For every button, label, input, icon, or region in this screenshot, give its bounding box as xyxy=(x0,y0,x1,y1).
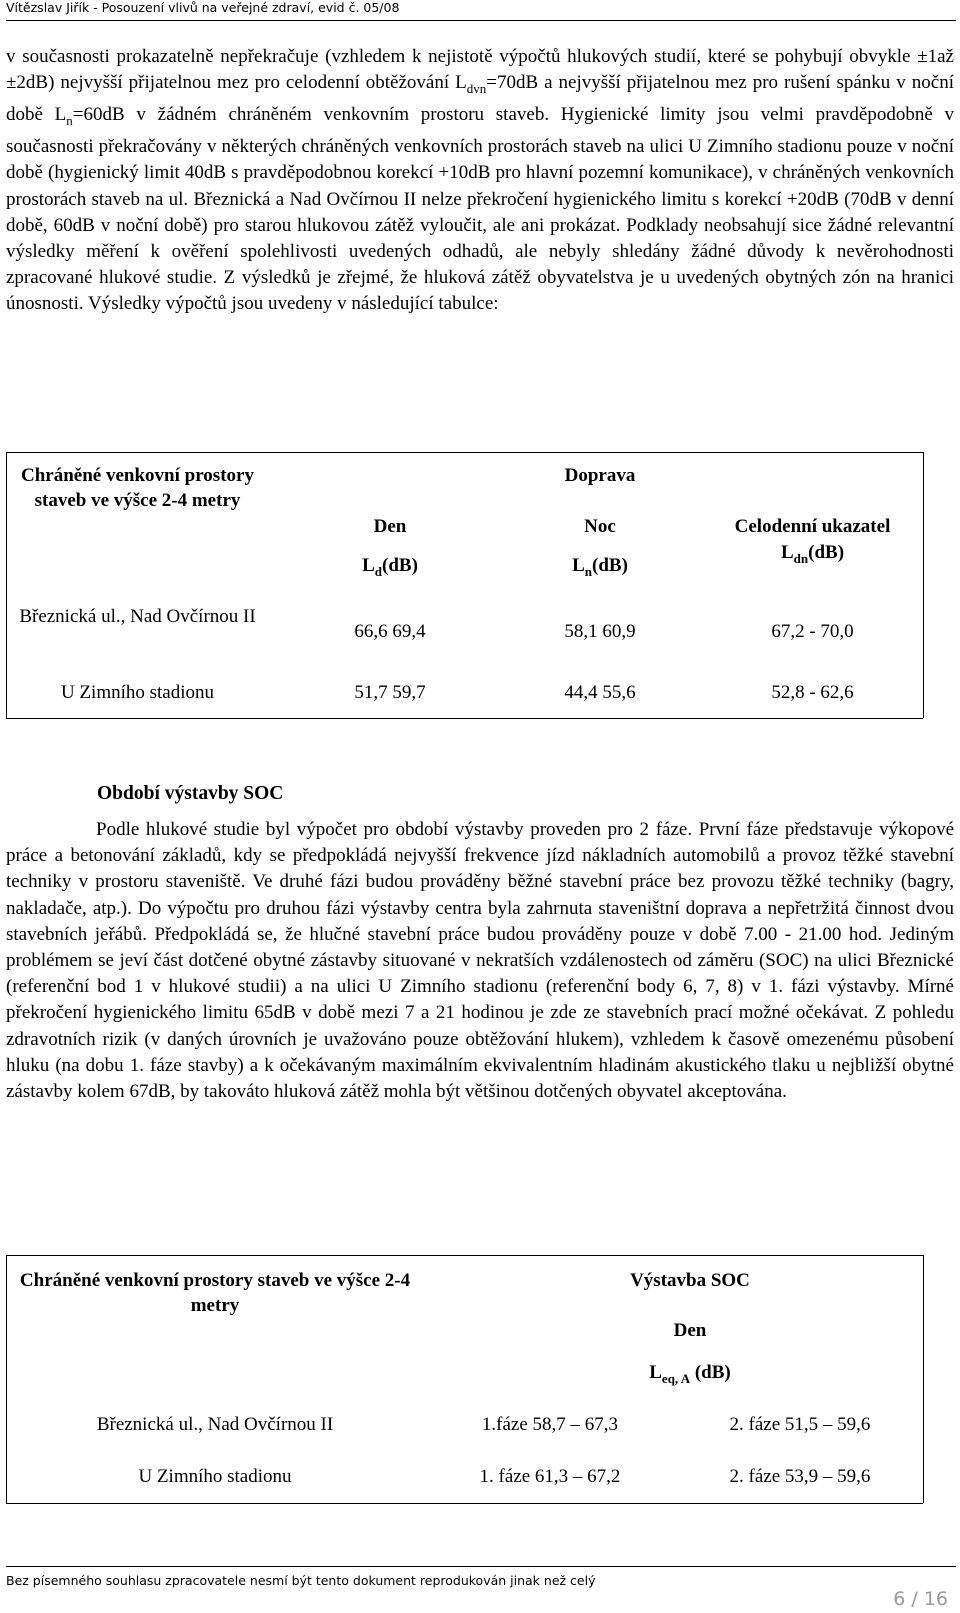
paragraph-noise-assessment: v současnosti prokazatelně nepřekračuje (vzhledem k nejistotě výpočtů hlukových studií, které se pohybují obvykle ±1až ±2dB) nejvyšší přijatelnou mez pro celodenní obtěžování $L_{dvn}=70dB$ a nejvyšší přijatelnou mez pro rušení spánku v noční době $L_n=60dB$ v žádném chráněném venkovním prostoru staveb. Hygienické limity jsou velmi pravděpodobně v současnosti překračovány v některých chráněných venkovních prostorách staveb na ulici U Zimního stadionu pouze v noční době (hygienický limit 40dB s pravděpodobnou korekcí +10dB pro hlavní pozemní komunikace), v chráněných venkovních prostorách staveb na ul. Březnická a Nad Ovčírnou II nelze překročení hygienického limitu s korekcí +20dB (70dB v denní době, 60dB v noční době) pro starou hlukovou zátěž vyloučit, ale ani prokázat. Podklady neobsahují sice žádné relevantní výsledky měření k ověření spolehlivosti uvedených odhadů, ale nebyly shledány žádné důvody k nevěrohodnosti zpracované hlukové studie. Z výsledků je zřejmé, že hluková zátěž obyvatelstva je u uvedených obytných zón na hranici únosnosti. Výsledky výpočtů jsou uvedeny v následující tabulce: xyxy=(6,46,955,315)
table1-row1-name: Březnická ul., Nad Ovčírnou II xyxy=(19,606,256,627)
footer-divider xyxy=(6,1566,956,1567)
table2-col0-header: Chráněné venkovní prostory staveb ve výšce 2-4 metry xyxy=(19,1270,411,1316)
table1-den-unit: $L_d(dB)$ xyxy=(362,555,418,579)
section-heading: Období výstavby SOC xyxy=(97,783,284,804)
table1-den-header: Den xyxy=(373,516,407,537)
paragraph-construction: Podle hlukové studie byl výpočet pro období výstavby proveden pro 2 fáze. První fáze představuje výkopové práce a betonování základů, kdy se předpokládá nejvyšší frekvence jízd nákladních automobilů a provoz těžké stavební techniky v prostoru staveniště. Ve druhé fázi budou prováděny běžné stavební práce bez provozu těžké techniky (bagry, nakladače, atp.). Do výpočtu pro druhou fázi výstavby centra byla zahrnuta staveništní doprava a nepřetržitá činnost dvou stavebních jeřábů. Předpokládá se, že hlučné stavební práce budou prováděny pouze v době 7.00 - 21.00 hod. Jediným problémem se jeví část dotčené obytné zástavby situované v nekratších vzdálenostech od záměru (SOC) na ulici Březnické (referenční bod 1 v hlukové studii) a na ulici U Zimního stadionu (referenční body 6, 7, 8) v 1. fázi výstavby. Mírné překročení hygienického limitu 65dB v době mezi 7 a 21 hodinou je zde ze stavebních prací možné očekávat. Z pohledu zdravotních rizik (v daných úrovních je uvažováno pouze obtěžování hlukem), vzhledem k časově omezenému působení hluku (na dobu 1. fáze stavby) a k očekávaným maximálním ekvivalentním hladinám akustického tlaku u nejbližší obytné zástavby kolem 67dB, by takováto hluková zátěž mohla být většinou dotčených obyvatel akceptována. xyxy=(6,819,954,1103)
table2-row2-f2: 2. fáze 53,9 – 59,6 xyxy=(729,1466,871,1487)
page-number: 6 / 16 xyxy=(893,1588,948,1610)
table2-row1-name: Březnická ul., Nad Ovčírnou II xyxy=(96,1414,334,1435)
table2-group-header: Výstavba SOC xyxy=(630,1270,750,1291)
table1-col0-header: Chráněné venkovní prostory staveb ve výšce 2-4 metry xyxy=(21,465,254,511)
table1-row1-den: 66,6 69,4 xyxy=(354,621,426,642)
table2-unit: $L_{eq, A}$ (dB) xyxy=(649,1362,731,1386)
table1-noc-unit: $L_n(dB)$ xyxy=(572,555,628,579)
table1-row1-celo: 67,2 - 70,0 xyxy=(771,621,854,642)
table2-row2-name: U Zimního stadionu xyxy=(138,1466,292,1487)
table2-den-header: Den xyxy=(673,1320,707,1341)
table1-noc-header: Noc xyxy=(584,516,616,537)
table1-row2-name: U Zimního stadionu xyxy=(60,682,215,703)
table1-row2-celo: 52,8 - 62,6 xyxy=(771,682,854,703)
table1-row2-noc: 44,4 55,6 xyxy=(564,682,636,703)
table1-celo-header: Celodenní ukazatel xyxy=(734,516,891,537)
footer-notice: Bez písemného souhlasu zpracovatele nesmí být tento dokument reprodukován jinak než celý xyxy=(6,1573,596,1588)
table1-group-header: Doprava xyxy=(564,465,636,486)
table1-row1-noc: 58,1 60,9 xyxy=(564,621,636,642)
table2-row1-f2: 2. fáze 51,5 – 59,6 xyxy=(729,1414,871,1435)
page-header: Vítězslav Jiřík - Posouzení vlivů na veřejné zdraví, evid č. 05/08 xyxy=(6,0,956,21)
table1-row2-den: 51,7 59,7 xyxy=(354,682,426,703)
table2-row2-f1: 1. fáze 61,3 – 67,2 xyxy=(479,1466,621,1487)
table1-celo-unit: $L_{dn}(dB)$ xyxy=(780,542,845,566)
table2-row1-f1: 1.fáze 58,7 – 67,3 xyxy=(481,1414,619,1435)
